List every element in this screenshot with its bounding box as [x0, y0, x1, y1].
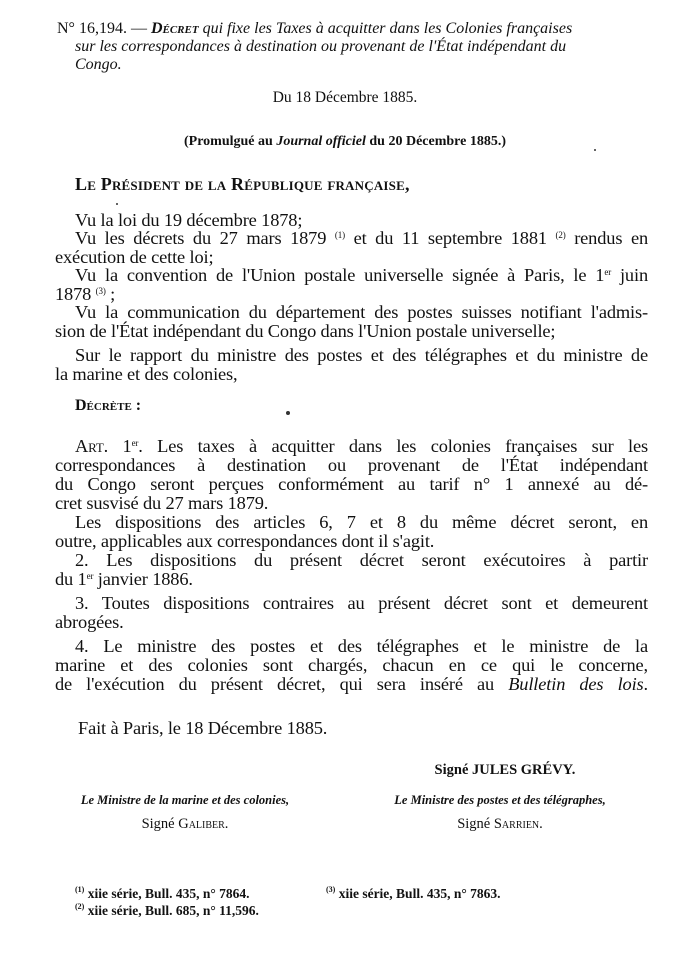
scan-speck — [116, 203, 118, 205]
text: Vu la convention de l'Union postale universelle signée à Paris, le 1 — [75, 265, 605, 285]
footnote-ref-1[interactable]: (1) — [334, 230, 345, 240]
journal-name: Journal officiel — [276, 134, 366, 149]
text: marine et des colonies sont chargés, chacun en ce qui le concerne, — [55, 655, 648, 675]
decree-heading-line3 — [75, 56, 122, 73]
text: . Les taxes à acquitter dans les colonies françaises sur les — [138, 436, 648, 456]
visa-decrees — [55, 228, 648, 249]
article-1-line2 — [55, 455, 648, 476]
article-1b-line1 — [55, 512, 648, 533]
superscript-er: er — [131, 438, 139, 448]
article-4-line1 — [55, 636, 648, 657]
text: . — [643, 674, 648, 694]
signature-right-title: Le Ministre des postes et des télégraphes, — [394, 793, 606, 807]
decree-title-part: sur les correspondances à destination ou provenant de l'État indépendant du — [75, 38, 567, 55]
footnote-text: xiie série, Bull. 435, n° 7863. — [338, 886, 501, 901]
decree-heading-line2 — [75, 38, 566, 55]
article-1-line1 — [55, 436, 648, 457]
visa-convention — [55, 265, 648, 286]
text: Les dispositions des articles 6, 7 et 8 du même décret seront, en — [75, 512, 648, 532]
signature-left-title: Le Ministre de la marine et des colonies, — [80, 793, 290, 807]
promulgation-prefix: (Promulgué au — [184, 134, 277, 149]
superscript-er: er — [604, 267, 612, 277]
decree-title-part: qui fixe les Taxes à acquitter dans les Colonies françaises — [198, 20, 573, 37]
article-2-line2 — [55, 569, 193, 590]
text: 4. Le ministre des postes et des télégraphes et le ministre de la — [75, 636, 648, 656]
signature-president: Signé JULES GRÉVY. — [434, 762, 576, 778]
footnote-mark: (2) — [75, 902, 85, 911]
text: juin — [611, 265, 648, 285]
footnote-text: xiie série, Bull. 435, n° 7864. — [87, 886, 250, 901]
text: Vu les décrets du 27 mars 1879 — [75, 228, 335, 248]
decree-date: Du 18 Décembre 1885. — [272, 89, 418, 106]
promulgation-suffix: du 20 Décembre 1885.) — [365, 134, 506, 149]
footnote-ref-2[interactable]: (2) — [555, 230, 566, 240]
visa-communication-line2: sion de l'État indépendant du Congo dans l'Union postale universelle; — [55, 321, 556, 341]
dash: — — [126, 20, 151, 37]
president-heading: Le Président de la République française, — [75, 174, 410, 194]
bulletin-des-lois: Bulletin des lois — [508, 674, 644, 694]
visa-decrees-line2: exécution de cette loi; — [55, 247, 214, 267]
decree-number: N° 16,194. — [57, 20, 127, 37]
text: Signé — [141, 816, 179, 832]
promulgation-note — [0, 134, 690, 150]
decree-word: Décret — [150, 20, 199, 37]
footnote-3 — [326, 886, 500, 902]
text: correspondances à destination ou provenant de l'État indépendant — [55, 455, 648, 475]
text: et du 11 septembre 1881 — [344, 228, 556, 248]
decrete-heading: Décrète : — [75, 397, 142, 414]
footnote-ref-3[interactable]: (3) — [95, 286, 106, 296]
footnote-mark: (1) — [75, 885, 85, 894]
article-1-line4: cret susvisé du 27 mars 1879. — [55, 493, 269, 513]
signature-right — [350, 816, 650, 833]
decree-heading-line1 — [57, 20, 572, 37]
fait-a-paris: Fait à Paris, le 18 Décembre 1885. — [78, 718, 328, 738]
article-4-line2 — [55, 655, 648, 676]
footnote-mark: (3) — [326, 885, 336, 894]
text: 2. Les dispositions du présent décret seront exécutoires à partir — [75, 550, 648, 570]
visa-communication-line1 — [55, 302, 648, 323]
text: rendus en — [565, 228, 648, 248]
article-3-line1 — [55, 593, 648, 614]
article-1-line3 — [55, 474, 648, 495]
text: ; — [105, 284, 116, 304]
scan-speck — [286, 411, 290, 415]
footnote-1 — [75, 886, 249, 902]
minister-name-galiber: Galiber. — [178, 816, 229, 832]
article-2-line1 — [55, 550, 648, 571]
visa-law: Vu la loi du 19 décembre 1878; — [75, 210, 303, 230]
text: Vu la communication du département des postes suisses notifiant l'admis- — [75, 302, 648, 322]
scan-speck — [594, 149, 596, 151]
article-3-line2: abrogées. — [55, 612, 124, 632]
decree-title-part: Congo. — [75, 56, 122, 73]
article-1-label: Art. 1 — [75, 436, 132, 456]
text: 3. Toutes dispositions contraires au présent décret sont et demeurent — [75, 593, 648, 613]
text: Signé — [457, 816, 494, 832]
superscript-er: er — [86, 571, 94, 581]
footnote-2 — [75, 903, 259, 919]
article-1b-line2: outre, applicables aux correspondances dont il s'agit. — [55, 531, 435, 551]
text: janvier 1886. — [93, 569, 193, 589]
text: Sur le rapport du ministre des postes et des télégraphes et du ministre de — [75, 345, 648, 365]
signature-left — [40, 816, 330, 833]
footnote-text: xiie série, Bull. 685, n° 11,596. — [87, 903, 259, 918]
text: de l'exécution du présent décret, qui sera inséré au — [55, 674, 509, 694]
visa-rapport-line2: la marine et des colonies, — [55, 364, 238, 384]
text: du Congo seront perçues conformément au tarif n° 1 annexé au dé- — [55, 474, 648, 494]
text: 1878 — [55, 284, 96, 304]
visa-rapport-line1 — [55, 345, 648, 366]
text: du 1 — [55, 569, 87, 589]
minister-name-sarrien: Sarrien. — [493, 816, 543, 832]
article-4-line3 — [55, 674, 648, 695]
